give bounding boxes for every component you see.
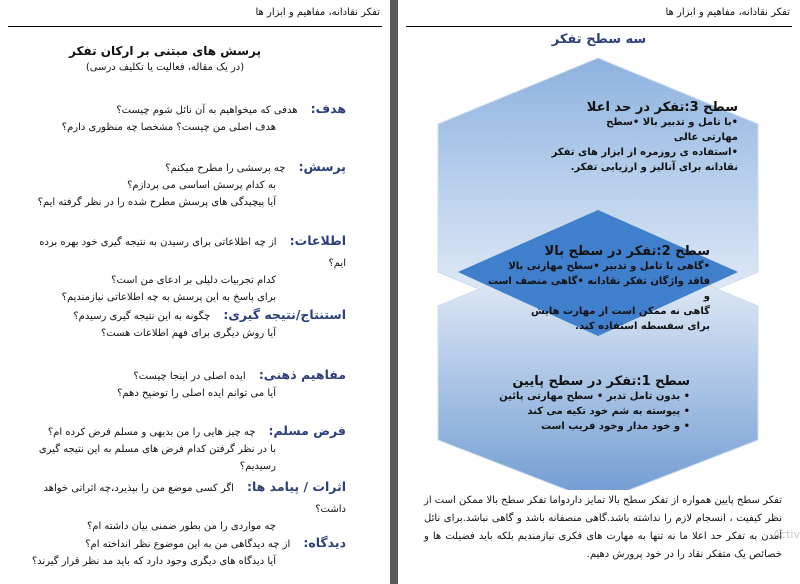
level-3-block <box>468 100 738 175</box>
question-line: چگونه به این نتیجه گیری رسیدم؟ <box>73 311 211 322</box>
level-3-line: نقادانه برای آنالیز و ارزیابی تفکر. <box>570 162 738 173</box>
question-line: هدفی که میخواهیم به آن نائل شوم چیست؟ <box>116 105 298 116</box>
element-label: اطلاعات: <box>289 233 346 248</box>
header-rule <box>8 26 382 27</box>
question-line: کدام تجربیات دلیلی بر ادعای من است؟ <box>111 275 276 286</box>
level-2-title: سطح 2:تفکر در سطح بالا <box>544 244 710 259</box>
level-2-block <box>480 244 710 334</box>
diagram-title: سه سطح تفکر <box>551 32 647 47</box>
element-label: اثرات / پیامد ها: <box>246 479 346 494</box>
level-3-title: سطح 3:تفکر در حد اعلا <box>586 100 738 115</box>
question-block-implications <box>30 476 346 535</box>
question-line: ایده اصلی در اینجا چیست؟ <box>133 371 246 382</box>
question-block-information <box>30 230 346 306</box>
question-line: اگر کسی موضع من را بپذیرد،چه اثراتی خواهد داشت؟ <box>43 483 346 515</box>
question-line: آیا می توانم ایده اصلی را توضیح دهم؟ <box>117 388 276 399</box>
element-label: هدف: <box>310 101 346 116</box>
level-3-line: •با تامل و تدبیر بالا •سطح <box>606 117 738 128</box>
level-1-line: • بدون تامل تدبر • سطح مهارتی پائین <box>499 391 690 402</box>
running-header: تفکر نقادانه، مفاهیم و ابزار ها <box>255 7 380 18</box>
questions-page <box>0 0 390 584</box>
element-label: مفاهیم ذهنی: <box>258 367 346 382</box>
questions-title: پرسش های مبتنی بر ارکان تفکر <box>68 44 262 58</box>
question-line: برای پاسخ به این پرسش به چه اطلاعاتی نیازمندیم؟ <box>61 292 276 303</box>
level-1-title: سطح 1:تفکر در سطح پایین <box>512 374 690 389</box>
levels-page <box>398 0 800 584</box>
question-line: چه چیز هایی را من بدیهی و مسلم فرض کرده ام؟ <box>47 427 256 438</box>
level-2-line: •گاهی با تامل و تدبیر •سطح مهارتی بالا <box>508 261 710 272</box>
questions-subtitle: (در یک مقاله، فعالیت یا تکلیف درسی) <box>85 62 245 73</box>
level-3-line: مهارتی عالی <box>673 132 738 143</box>
element-label: دیدگاه: <box>303 535 346 550</box>
question-block-assumptions <box>30 420 346 475</box>
level-2-line: برای سفسطه استفاده کند. <box>575 321 710 332</box>
question-line: از چه اطلاعاتی برای رسیدن به نتیجه گیری خود بهره برده ایم؟ <box>39 237 346 269</box>
question-line: به کدام پرسش اساسی می پردازم؟ <box>127 180 276 191</box>
level-2-line: گاهی نه ممکن است از مهارت هایش <box>530 306 710 317</box>
header-rule <box>406 26 792 27</box>
element-label: فرض مسلم: <box>268 423 346 438</box>
level-1-block <box>480 374 690 434</box>
question-block-question <box>30 156 346 211</box>
question-line: آیا روش دیگری برای فهم اطلاعات هست؟ <box>100 328 276 339</box>
question-block-goal <box>30 98 346 136</box>
question-line: چه مواردی را من بطور ضمنی بیان داشته ام؟ <box>86 521 276 532</box>
level-1-line: • و خود مدار وخود فریب است <box>540 421 690 432</box>
question-line: هدف اصلی من چیست؟ مشخصا چه منظوری دارم؟ <box>61 122 276 133</box>
element-label: پرسش: <box>298 159 346 174</box>
question-line: آیا پیچیدگی های پرسش مطرح شده را در نظر گرفته ایم؟ <box>37 197 276 208</box>
question-line: چه پرسشی را مطرح میکنم؟ <box>165 163 286 174</box>
level-2-line: فاقد واژگان تفکر نقادانه •گاهی منصف است و <box>488 276 710 302</box>
question-line: آیا دیدگاه های دیگری وجود دارد که باید مد نظر قرار گیرند؟ <box>31 556 276 567</box>
running-header: تفکر نقادانه، مفاهیم و ابزار ها <box>665 7 790 18</box>
question-block-viewpoint <box>30 532 346 570</box>
element-label: استنتاج/نتیجه گیری: <box>223 307 346 322</box>
footnote-paragraph: تفکر سطح پایین همواره از تفکر سطح بالا تمایز داردواما تفکر سطح بالا ممکن است از نظر کیفیت ، انسجام لازم را نداشته باشد.گاهی منصفانه باشد و گاهی نباشد.برای نائل آمدن به تفکر حد اعلا ما نه تنها به مهارت های فکری نیازمندیم بلکه باید فضیلت ها و خصائص یک متفکر نقاد را در خود پرورش دهیم. <box>424 495 782 560</box>
question-block-inference <box>30 304 346 342</box>
question-block-concepts <box>30 364 346 402</box>
activation-watermark: Activ <box>772 528 800 541</box>
question-line: از چه دیدگاهی من به این موضوع نظر انداخته ام؟ <box>85 539 291 550</box>
level-3-line: •استفاده ی روزمره از ابزار های تفکر <box>551 147 738 158</box>
question-line: با در نظر گرفتن کدام فرض های مسلم به این نتیجه گیری رسیدیم؟ <box>38 444 276 472</box>
level-1-line: • پیوسته به شم خود تکیه می کند <box>527 406 690 417</box>
